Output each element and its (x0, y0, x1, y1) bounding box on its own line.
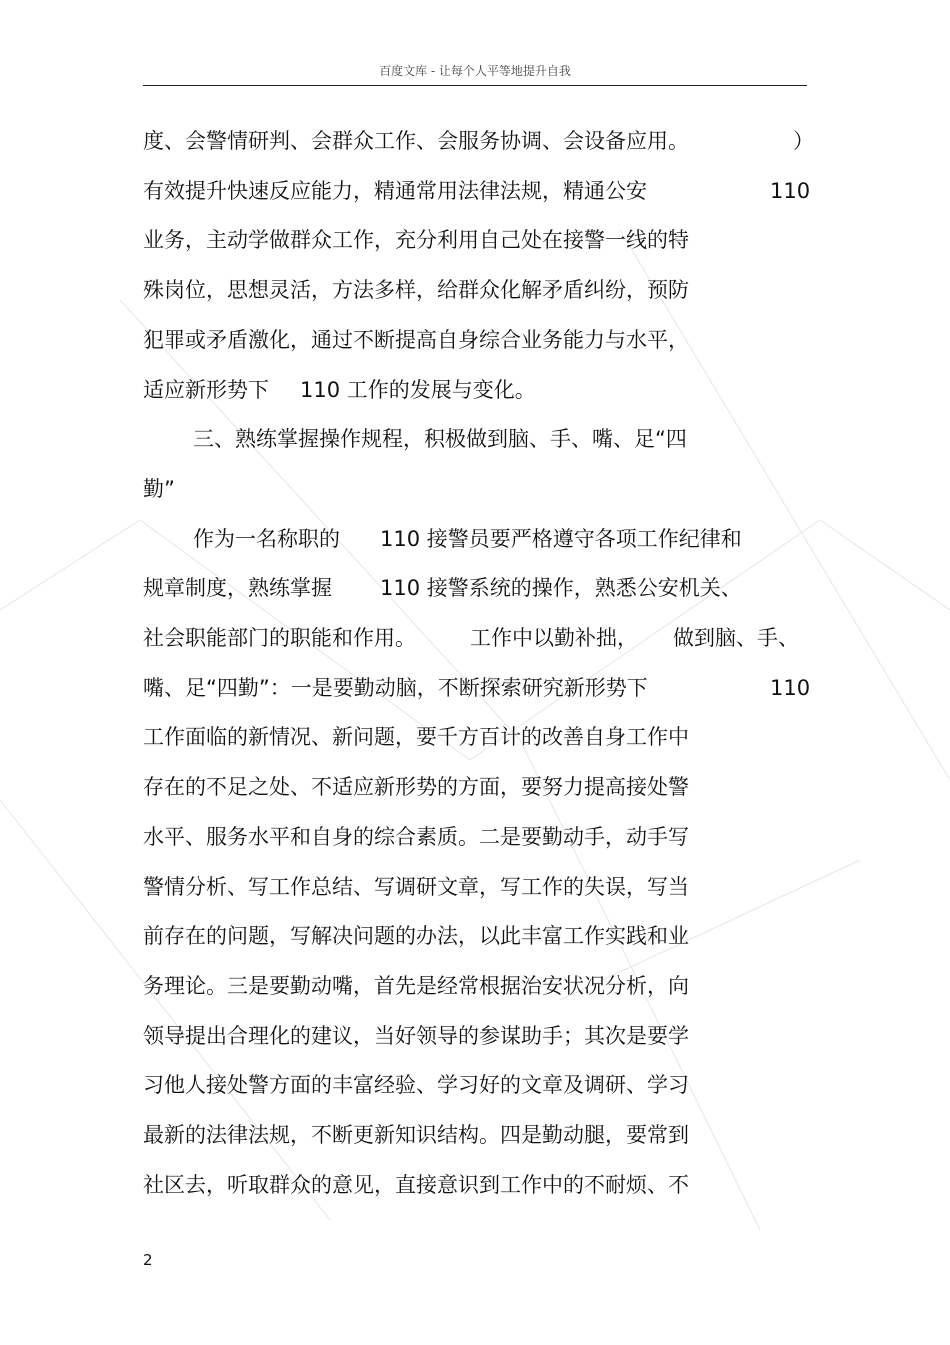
text-line (0, 916, 950, 956)
text-segment: 存在的不足之处、不适应新形势的方面，要努力提高接处警 (143, 775, 689, 799)
text-segment: 前存在的问题，写解决问题的办法，以此丰富工作实践和业 (143, 924, 689, 948)
text-segment: 110 (770, 179, 811, 203)
text-line (0, 1165, 950, 1205)
text-segment: 做到脑、手、 (673, 626, 799, 650)
text-segment: 社会职能部门的职能和作用。 (143, 626, 416, 650)
text-line (0, 270, 950, 310)
text-line (0, 867, 950, 907)
header-divider (143, 85, 807, 86)
text-line (0, 817, 950, 857)
text-segment: 规章制度，熟练掌握 (143, 576, 332, 600)
text-line (0, 618, 950, 658)
text-segment: 有效提升快速反应能力，精通常用法律法规，精通公安 (143, 179, 647, 203)
text-line (0, 1065, 950, 1105)
text-segment: 社区去，听取群众的意见，直接意识到工作中的不耐烦、不 (143, 1173, 689, 1197)
text-segment: 110 接警系统的操作，熟悉公安机关、 (380, 576, 742, 600)
text-segment: 习他人接处警方面的丰富经验、学习好的文章及调研、学习 (143, 1073, 689, 1097)
text-line (0, 320, 950, 360)
page-number: 2 (143, 1251, 153, 1269)
text-segment: 作为一名称职的 (193, 527, 340, 551)
text-segment: 最新的法律法规，不断更新知识结构。四是勤动腿，要常到 (143, 1123, 689, 1147)
text-line (0, 419, 950, 459)
text-line (0, 171, 950, 211)
text-line (0, 966, 950, 1006)
text-segment: 110 (770, 676, 811, 700)
text-line (0, 370, 950, 410)
text-line (0, 469, 950, 509)
text-segment: 勤” (143, 477, 175, 501)
text-line (0, 220, 950, 260)
text-segment: 110 工作的发展与变化。 (300, 378, 536, 402)
text-segment: 110 接警员要严格遵守各项工作纪律和 (380, 527, 742, 551)
text-segment: 犯罪或矛盾激化，通过不断提高自身综合业务能力与水平， (143, 328, 689, 352)
text-segment: 三、熟练掌握操作规程，积极做到脑、手、嘴、足“四 (193, 427, 687, 451)
text-segment: 工作中以勤补拙， (470, 626, 638, 650)
text-segment: 殊岗位，思想灵活，方法多样，给群众化解矛盾纠纷，预防 (143, 278, 689, 302)
text-line (0, 121, 950, 161)
text-line (0, 1115, 950, 1155)
text-segment: 工作面临的新情况、新问题，要千方百计的改善自身工作中 (143, 725, 689, 749)
text-segment: 度、会警情研判、会群众工作、会服务协调、会设备应用。 (143, 129, 689, 153)
text-line (0, 568, 950, 608)
text-segment: 嘴、足“四勤”：一是要勤动脑，不断探索研究新形势下 (143, 676, 648, 700)
text-segment: 务理论。三是要勤动嘴，首先是经常根据治安状况分析，向 (143, 974, 689, 998)
text-line (0, 519, 950, 559)
text-line (0, 717, 950, 757)
page-header: 百度文库 - 让每个人平等地提升自我 (379, 64, 571, 78)
text-segment: 适应新形势下 (143, 378, 269, 402)
text-segment: 水平、服务水平和自身的综合素质。二是要勤动手，动手写 (143, 825, 689, 849)
text-segment: ） (793, 129, 814, 153)
text-segment: 警情分析、写工作总结、写调研文章，写工作的失误，写当 (143, 875, 689, 899)
text-line (0, 767, 950, 807)
text-line (0, 1016, 950, 1056)
text-segment: 领导提出合理化的建议，当好领导的参谋助手；其次是要学 (143, 1024, 689, 1048)
text-line (0, 668, 950, 708)
text-segment: 业务，主动学做群众工作，充分利用自己处在接警一线的特 (143, 228, 689, 252)
